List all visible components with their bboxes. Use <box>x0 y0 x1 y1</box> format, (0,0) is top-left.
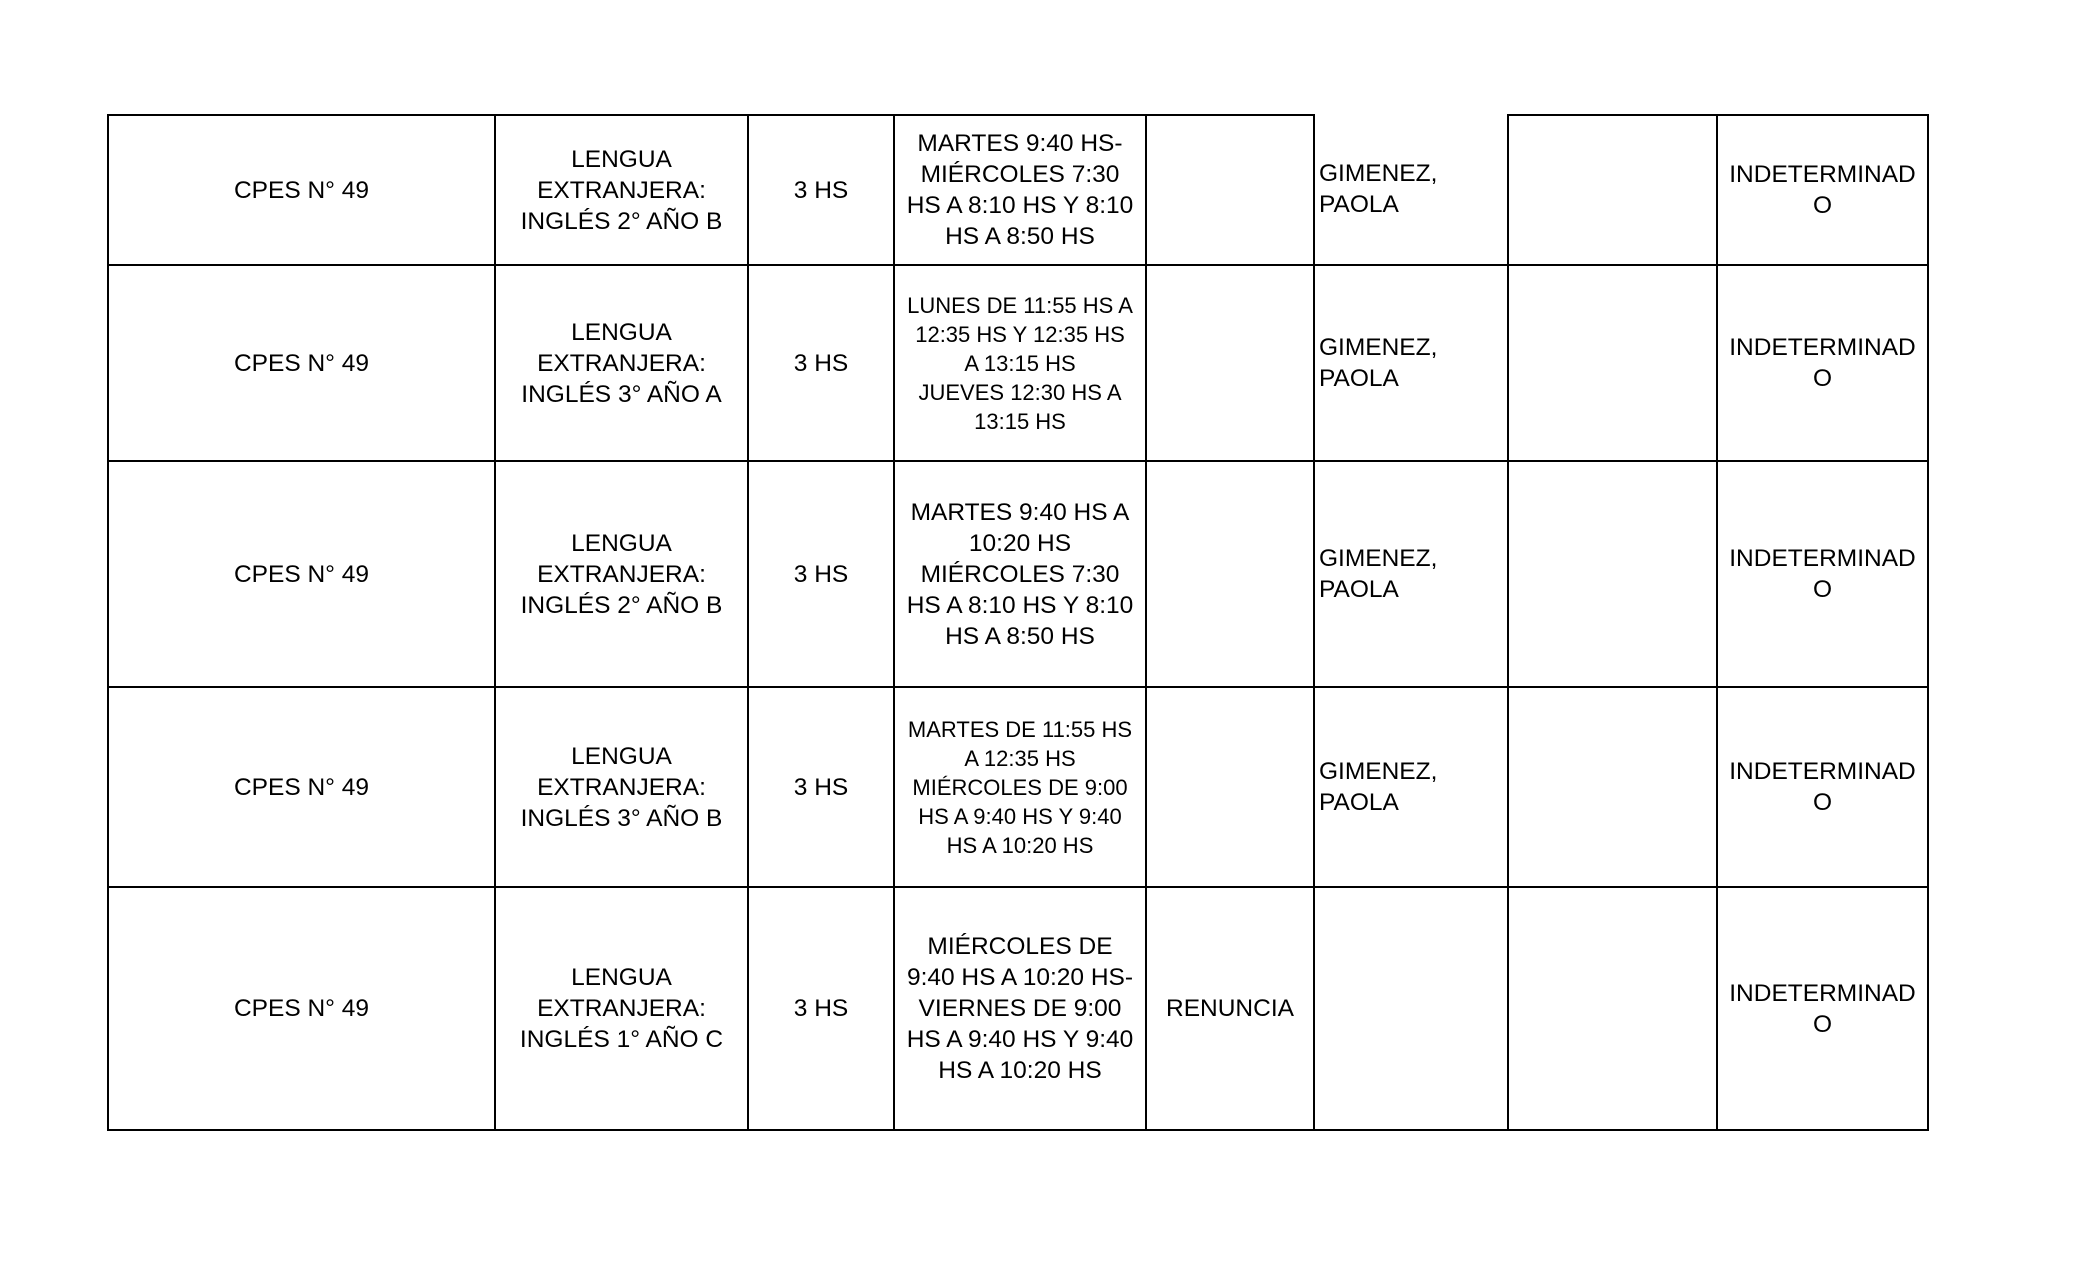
subject-line: EXTRANJERA: <box>537 560 706 588</box>
subject-cell <box>494 264 749 462</box>
reason-cell <box>1145 886 1315 1131</box>
schedule-line: HS A 9:40 HS Y 9:40 <box>918 803 1122 829</box>
schedule-cell <box>893 886 1147 1131</box>
status-line: INDETERMINAD <box>1729 161 1916 188</box>
status-line: O <box>1812 1010 1833 1038</box>
replacement-cell <box>1507 886 1718 1131</box>
teacher-line: GIMENEZ, <box>1319 545 1438 572</box>
status-cell <box>1716 460 1929 688</box>
schedule-line: VIERNES DE 9:00 <box>918 995 1122 1022</box>
status-line: INDETERMINAD <box>1729 545 1916 572</box>
schedule-cell <box>893 114 1147 266</box>
subject-line: INGLÉS 3° AÑO B <box>520 804 723 832</box>
schedule-line: 12:35 HS Y 12:35 HS <box>915 321 1125 347</box>
schedule-line: MARTES DE 11:55 HS <box>907 716 1133 742</box>
hours-cell <box>747 886 895 1131</box>
hours-text: 3 HS <box>793 773 849 801</box>
schedule-cell <box>893 264 1147 462</box>
subject-line: INGLÉS 1° AÑO C <box>519 1026 724 1053</box>
subject-line: INGLÉS 3° AÑO A <box>521 380 722 408</box>
schedule-line: HS A 10:20 HS <box>938 1057 1102 1084</box>
subject-cell <box>494 114 749 266</box>
status-line: INDETERMINAD <box>1729 758 1916 785</box>
teacher-line: GIMENEZ, <box>1319 334 1438 361</box>
institution-cell <box>107 686 496 888</box>
hours-cell <box>747 686 895 888</box>
teacher-line: GIMENEZ, <box>1319 160 1438 187</box>
teacher-cell <box>1313 264 1509 462</box>
subject-line: EXTRANJERA: <box>537 176 706 204</box>
schedule-line: HS A 8:10 HS Y 8:10 <box>906 591 1134 619</box>
subject-line: EXTRANJERA: <box>537 349 706 377</box>
hours-text: 3 HS <box>793 560 849 588</box>
schedule-line: LUNES DE 11:55 HS A <box>907 292 1133 318</box>
status-cell <box>1716 686 1929 888</box>
reason-cell <box>1145 264 1315 462</box>
schedule-line: HS A 10:20 HS <box>946 832 1094 858</box>
schedule-line: MARTES 9:40 HS A <box>910 498 1130 526</box>
status-cell <box>1716 886 1929 1131</box>
schedule-line: HS A 8:10 HS Y 8:10 <box>906 192 1134 219</box>
hours-cell <box>747 114 895 266</box>
replacement-cell <box>1507 264 1718 462</box>
schedule-line: 9:40 HS A 10:20 HS- <box>906 964 1134 991</box>
reason-cell <box>1145 460 1315 688</box>
hours-cell <box>747 264 895 462</box>
institution-text: CPES N° 49 <box>233 995 370 1022</box>
institution-text: CPES N° 49 <box>233 560 370 588</box>
subject-cell <box>494 460 749 688</box>
teacher-cell <box>1313 886 1509 1131</box>
schedule-line: MIÉRCOLES DE 9:00 <box>912 774 1128 800</box>
hours-text: 3 HS <box>793 176 849 204</box>
schedule-line: JUEVES 12:30 HS A <box>918 379 1122 405</box>
status-line: O <box>1812 365 1833 392</box>
hours-cell <box>747 460 895 688</box>
status-cell <box>1716 114 1929 266</box>
schedule-line: HS A 8:50 HS <box>945 223 1095 250</box>
schedule-line: HS A 8:50 HS <box>945 622 1095 650</box>
institution-cell <box>107 114 496 266</box>
subject-line: LENGUA <box>571 529 672 557</box>
subject-line: INGLÉS 2° AÑO B <box>520 591 723 619</box>
reason-cell <box>1145 114 1315 266</box>
status-line: O <box>1812 576 1833 603</box>
subject-line: INGLÉS 2° AÑO B <box>520 207 723 235</box>
subject-line: LENGUA <box>571 742 672 770</box>
status-line: INDETERMINAD <box>1729 979 1916 1007</box>
replacement-cell <box>1507 114 1718 266</box>
subject-cell <box>494 886 749 1131</box>
subject-line: EXTRANJERA: <box>537 995 706 1022</box>
institution-text: CPES N° 49 <box>233 773 370 801</box>
schedule-line: MIÉRCOLES DE <box>927 933 1113 960</box>
institution-text: CPES N° 49 <box>233 349 370 377</box>
subject-cell <box>494 686 749 888</box>
status-line: O <box>1812 789 1833 816</box>
teacher-line: PAOLA <box>1319 789 1399 816</box>
replacement-cell <box>1507 460 1718 688</box>
teacher-cell <box>1313 114 1509 266</box>
schedule-line: A 13:15 HS <box>964 350 1076 376</box>
schedule-line: 13:15 HS <box>974 408 1066 434</box>
teacher-cell <box>1313 460 1509 688</box>
subject-line: EXTRANJERA: <box>537 773 706 801</box>
schedule-line: HS A 9:40 HS Y 9:40 <box>906 1026 1134 1053</box>
hours-text: 3 HS <box>793 995 849 1022</box>
teacher-line: PAOLA <box>1319 576 1399 603</box>
institution-cell <box>107 264 496 462</box>
schedule-line: MARTES 9:40 HS- <box>917 130 1123 157</box>
teacher-line: PAOLA <box>1319 365 1399 392</box>
institution-cell <box>107 886 496 1131</box>
subject-line: LENGUA <box>571 964 672 991</box>
status-cell <box>1716 264 1929 462</box>
subject-line: LENGUA <box>571 145 672 173</box>
institution-cell <box>107 460 496 688</box>
schedule-line: MIÉRCOLES 7:30 <box>920 161 1120 188</box>
reason-text: RENUNCIA <box>1166 995 1294 1022</box>
status-line: O <box>1812 192 1833 219</box>
subject-line: LENGUA <box>571 318 672 346</box>
teacher-cell <box>1313 686 1509 888</box>
schedule-line: A 12:35 HS <box>964 745 1076 771</box>
institution-text: CPES N° 49 <box>233 176 370 204</box>
schedule-line: 10:20 HS <box>968 529 1072 557</box>
schedule-cell <box>893 460 1147 688</box>
reason-cell <box>1145 686 1315 888</box>
status-line: INDETERMINAD <box>1729 334 1916 361</box>
teacher-line: GIMENEZ, <box>1319 758 1438 785</box>
schedule-cell <box>893 686 1147 888</box>
teacher-line: PAOLA <box>1319 191 1399 218</box>
replacement-cell <box>1507 686 1718 888</box>
hours-text: 3 HS <box>793 349 849 377</box>
schedule-line: MIÉRCOLES 7:30 <box>920 560 1120 588</box>
